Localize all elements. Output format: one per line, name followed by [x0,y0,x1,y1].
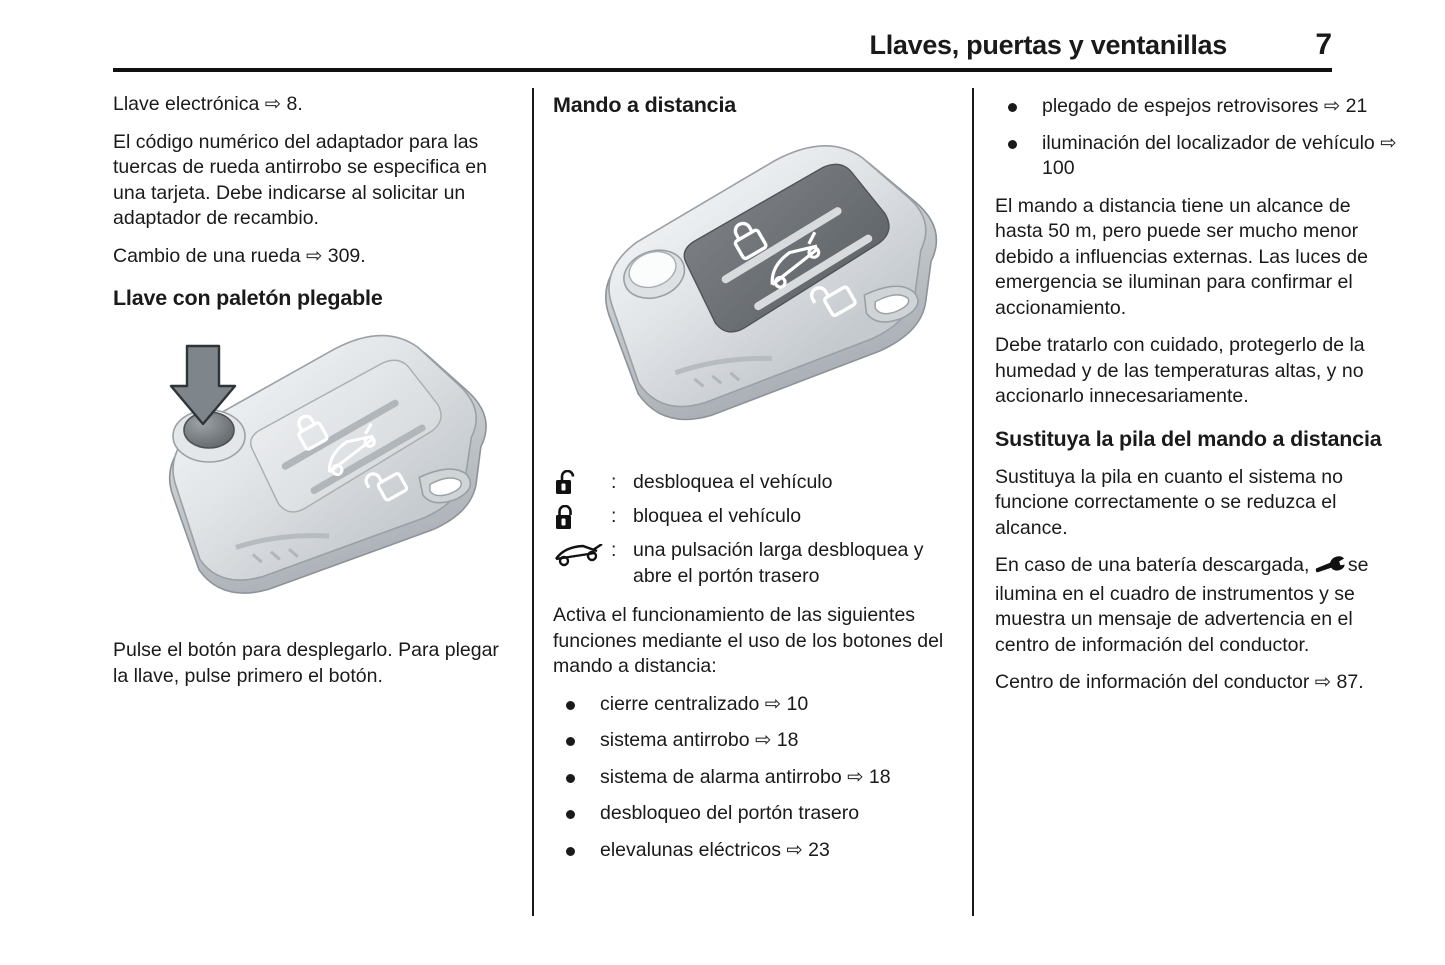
lock-padlock-icon [553,504,611,539]
list-item: cierre centralizado ⇨ 10 [553,692,956,718]
list-item: sistema antirrobo ⇨ 18 [553,728,956,754]
heading-folding-key: Llave con paletón plegable [113,286,383,310]
paragraph-adapter-code: El código numérico del adaptador para las tuercas de rueda antirrobo se especifica en una tarjeta. Debe indicarse al solicitar un adaptador de recambio. [113,130,487,229]
heading-replace-battery: Sustituya la pila del mando a distancia [995,426,1382,451]
page-number: 7 [1315,28,1332,61]
page-title: Llaves, puertas y ventanillas [869,30,1227,60]
wrench-icon [1315,555,1345,582]
button-symbol-legend [553,470,956,589]
paragraph-range: El mando a distancia tiene un alcance de hasta 50 m, pero puede ser mucho menor debido a influencias externas. Las luces de emergencia se iluminan para confirmar el accionamiento. [995,194,1368,319]
paragraph-press-button: Pulse el botón para desplegarlo. Para plegar la llave, pulse primero el botón. [113,639,499,687]
remote-functions-list-continued [995,94,1400,182]
remote-functions-list [553,692,956,864]
legend-row [553,504,956,539]
wrench-glyph [1315,555,1345,574]
paragraph-activates-functions: Activa el funcionamiento de las siguientes funciones mediante el uso de los botones del mando a distancia: [553,604,944,677]
remote-key-fob-graphic [553,131,953,456]
folding-key-blade-illustration [113,324,513,624]
car-tailgate-icon [553,538,611,589]
list-item: iluminación del localizador de vehículo ⇨ 100 [995,131,1400,182]
legend-row [553,470,956,504]
discharged-battery-text-after: se ilumina en el cuadro de instrumentos y se muestra un mensaje de advertencia en el centro de información del conductor. [995,554,1369,656]
legend-text-lock: bloquea el vehículo [633,504,802,527]
column-divider-left [532,88,534,916]
legend-row [553,538,956,589]
legend-colon: : [611,539,617,561]
discharged-battery-text-before: En caso de una batería descargada, [995,554,1310,576]
paragraph-electronic-key: Llave electrónica ⇨ 8. [113,93,303,115]
lock-padlock-glyph [553,505,583,531]
list-item: sistema de alarma antirrobo ⇨ 18 [553,765,956,791]
column-middle [553,92,956,875]
header-rule [113,68,1332,72]
paragraph-replace-battery-when: Sustituya la pila en cuanto el sistema no funcione correctamente o se reduzca el alcance. [995,465,1343,539]
legend-text-unlock: desbloquea el vehículo [633,471,833,493]
page-header [113,30,1332,72]
legend-colon: : [611,504,617,527]
paragraph-wheel-change: Cambio de una rueda ⇨ 309. [113,244,366,267]
legend-colon: : [611,471,617,493]
list-item: desbloqueo del portón trasero [553,801,956,827]
list-item: plegado de espejos retrovisores ⇨ 21 [995,94,1400,120]
paragraph-handling-care: Debe tratarlo con cuidado, protegerlo de la humedad y de las temperaturas altas, y no accionarlo innecesariamente. [995,334,1365,407]
heading-remote-control: Mando a distancia [553,93,736,117]
column-right [995,92,1400,708]
legend-text-tailgate: una pulsación larga desbloquea y abre el portón trasero [633,539,924,587]
car-tailgate-glyph [553,544,605,568]
unlock-padlock-glyph [553,470,583,496]
list-item: elevalunas eléctricos ⇨ 23 [553,838,956,864]
key-fob-with-press-arrow-graphic [113,324,513,624]
column-divider-right [972,88,974,916]
paragraph-driver-info-centre: Centro de información del conductor ⇨ 87. [995,671,1364,693]
remote-control-key-illustration [553,131,956,456]
paragraph-discharged-battery [995,553,1400,658]
unlock-padlock-icon [553,470,611,504]
column-left [113,92,513,701]
